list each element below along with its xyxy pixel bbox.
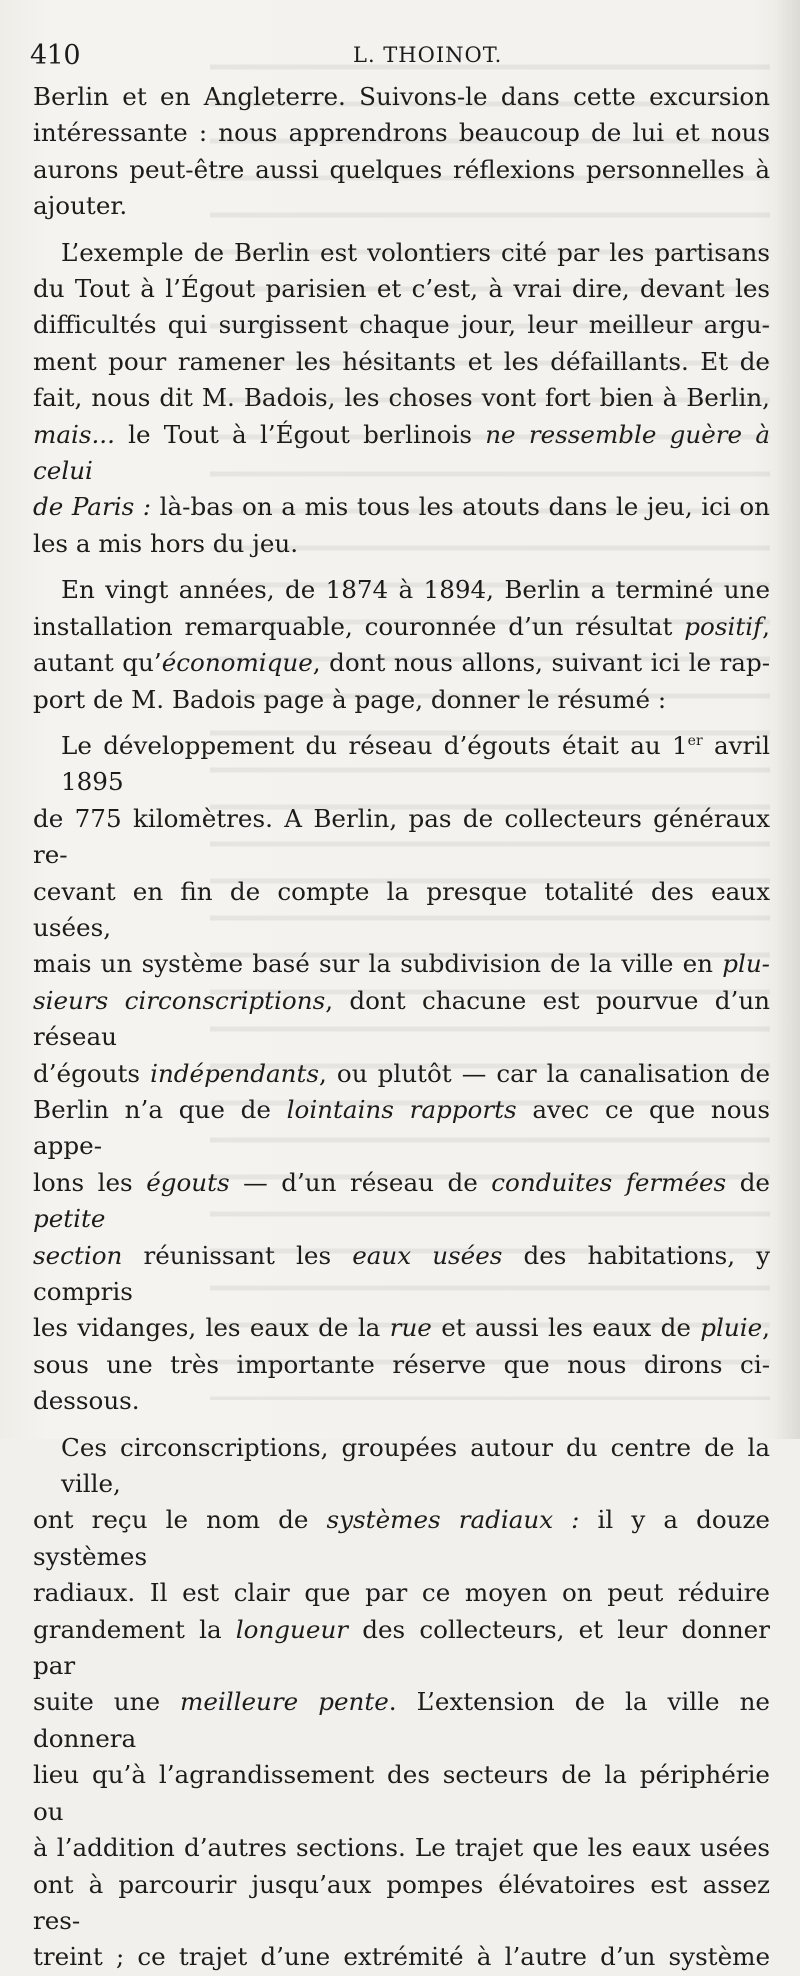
- text-line: radiaux. Il est clair que par ce moyen on peut réduire: [33, 1578, 770, 1608]
- text-line: ment pour ramener les hésitants et les défaillants. Et de: [33, 346, 770, 376]
- paragraph-5: [33, 1430, 770, 1976]
- text-line-italic-mixed: autant qu’économique, dont nous allons, suivant ici le rap-: [33, 648, 770, 678]
- text-line-italic-mixed: ont reçu le nom de systèmes radiaux : il y a douze systèmes: [33, 1505, 770, 1571]
- text-line: treint ; ce trajet d’une extrémité à l’autre d’un système: [33, 1942, 770, 1972]
- text-line: L’exemple de Berlin est volontiers cité par les partisans: [61, 237, 770, 267]
- text-line-italic-mixed: lons les égouts — d’un réseau de conduites fermées de petite: [33, 1167, 770, 1234]
- text-line: à l’addition d’autres sections. Le trajet que les eaux usées: [33, 1833, 770, 1863]
- text-line: du Tout à l’Égout parisien et c’est, à vrai dire, devant les: [33, 274, 770, 304]
- text-line: Ces circonscriptions, groupées autour du centre de la ville,: [61, 1432, 770, 1499]
- text-line: En vingt années, de 1874 à 1894, Berlin a terminé une: [61, 575, 770, 605]
- text-line: sous une très importante réserve que nous dirons ci-dessous.: [33, 1349, 770, 1416]
- text-line-italic-mixed: mais un système basé sur la subdivision de la ville en plu-: [33, 949, 770, 979]
- text-line-italic-mixed: les vidanges, les eaux de la rue et aussi les eaux de pluie,: [33, 1313, 770, 1343]
- paragraph-4: [33, 728, 770, 1420]
- text-line: les a mis hors du jeu.: [33, 528, 299, 558]
- text-line-italic-mixed: grandement la longueur des collecteurs, et leur donner par: [33, 1614, 770, 1681]
- text-line-italic-mixed: suite une meilleure pente. L’extension de la ville ne donnera: [33, 1687, 770, 1753]
- text-line-italic-mixed: mais... le Tout à l’Égout berlinois ne ressemble guère à celui: [33, 419, 770, 486]
- paragraph-2: [33, 235, 770, 563]
- text-line: lieu qu’à l’agrandissement des secteurs de la périphérie ou: [33, 1760, 770, 1826]
- paragraph-3: [33, 572, 770, 718]
- text-line: fait, nous dit M. Badois, les choses vont fort bien à Berlin,: [33, 383, 770, 413]
- text-line: aurons peut-être aussi quelques réflexions personnelles à: [33, 154, 770, 184]
- text-line-italic-mixed: de Paris : là-bas on a mis tous les atouts dans le jeu, ici on: [33, 492, 770, 522]
- running-head: L. THOINOT.: [353, 43, 503, 67]
- text-line-italic-mixed: Berlin n’a que de lointains rapports avec ce que nous appe-: [33, 1094, 770, 1161]
- text-line-italic-mixed: sieurs circonscriptions, dont chacune est pourvue d’un réseau: [33, 985, 771, 1052]
- text-line: port de M. Badois page à page, donner le résumé :: [33, 684, 667, 714]
- paragraph-1: [33, 79, 770, 225]
- text-line-italic-mixed: installation remarquable, couronnée d’un résultat positif,: [33, 611, 770, 641]
- text-line: intéressante : nous apprendrons beaucoup de lui et nous: [33, 118, 770, 148]
- text-line-superscript: Le développement du réseau d’égouts était au 1er avril 1895: [61, 730, 770, 797]
- page-edge-shadow: [774, 0, 800, 1439]
- text-line-italic-mixed: d’égouts indépendants, ou plutôt — car la canalisation de: [33, 1058, 771, 1088]
- text-line-italic-mixed: section réunissant les eaux usées des habitations, y compris: [33, 1240, 770, 1306]
- text-line: difficultés qui surgissent chaque jour, leur meilleur argu-: [33, 310, 770, 340]
- text-line: cevant en fin de compte la presque totalité des eaux usées,: [33, 876, 770, 942]
- text-line: ont à parcourir jusqu’aux pompes élévatoires est assez res-: [33, 1869, 770, 1935]
- text-line: Berlin et en Angleterre. Suivons-le dans cette excursion: [33, 82, 770, 111]
- body-text: [33, 79, 770, 1976]
- page-header: [30, 40, 770, 74]
- text-line: de 775 kilomètres. A Berlin, pas de collecteurs généraux re-: [33, 803, 770, 870]
- text-line: ajouter.: [33, 191, 128, 221]
- page-number: 410: [30, 40, 81, 71]
